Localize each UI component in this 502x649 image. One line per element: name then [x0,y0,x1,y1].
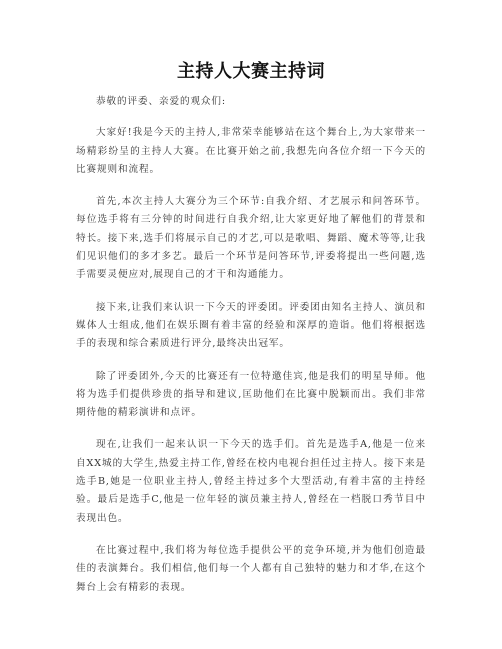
paragraph-contestants: 现在,让我们一起来认识一下今天的选手们。首先是选手A,他是一位来自XX城的大学生,热爱主持工作,曾经在校内电视台担任过主持人。接下来是选手B,她是一位职业主持人,曾经主持过多个大型活动,有着丰富的主持经验。最后是选手C,他是一位年轻的演员兼主持人,曾经在一档脱口秀节目中表现出色。 [76,439,426,524]
paragraph-judges: 接下来,让我们来认识一下今天的评委团。评委团由知名主持人、演员和媒体人士组成,他们在娱乐圈有着丰富的经验和深厚的造诣。他们将根据选手的表现和综合素质进行评分,最终决出冠军。 [76,301,426,350]
paragraph-rules: 首先,本次主持人大赛分为三个环节:自我介绍、才艺展示和问答环节。每位选手将有三分钟的时间进行自我介绍,让大家更好地了解他们的背景和特长。接下来,选手们将展示自己的才艺,可以是歌唱、舞蹈、魔术等等,让我们见识他们的多才多艺。最后一个环节是问答环节,评委将提出一些问题,选手需要灵便应对,展现自己的才干和沟通能力。 [76,196,426,281]
document-title: 主持人大赛主持词 [177,61,325,82]
paragraph-greeting: 恭敬的评委、亲爱的观众们: [96,96,227,107]
paragraph-guest: 除了评委团外,今天的比赛还有一位特邀佳宾,他是我们的明星导师。他将为选手们提供珍贵的指导和建议,匡助他们在比赛中脱颖而出。我们非常期待他的精彩演讲和点评。 [76,370,426,419]
document-body [76,93,426,611]
paragraph-closing: 在比赛过程中,我们将为每位选手提供公平的竞争环境,并为他们创造最佳的表演舞台。我们相信,他们每一个人都有自己独特的魅力和才华,在这个舞台上会有精彩的表现。 [76,544,426,593]
paragraph-opening: 大家好!我是今天的主持人,非常荣幸能够站在这个舞台上,为大家带来一场精彩纷呈的主持人大赛。在比赛开始之前,我想先向各位介绍一下今天的比赛规则和流程。 [76,127,426,175]
